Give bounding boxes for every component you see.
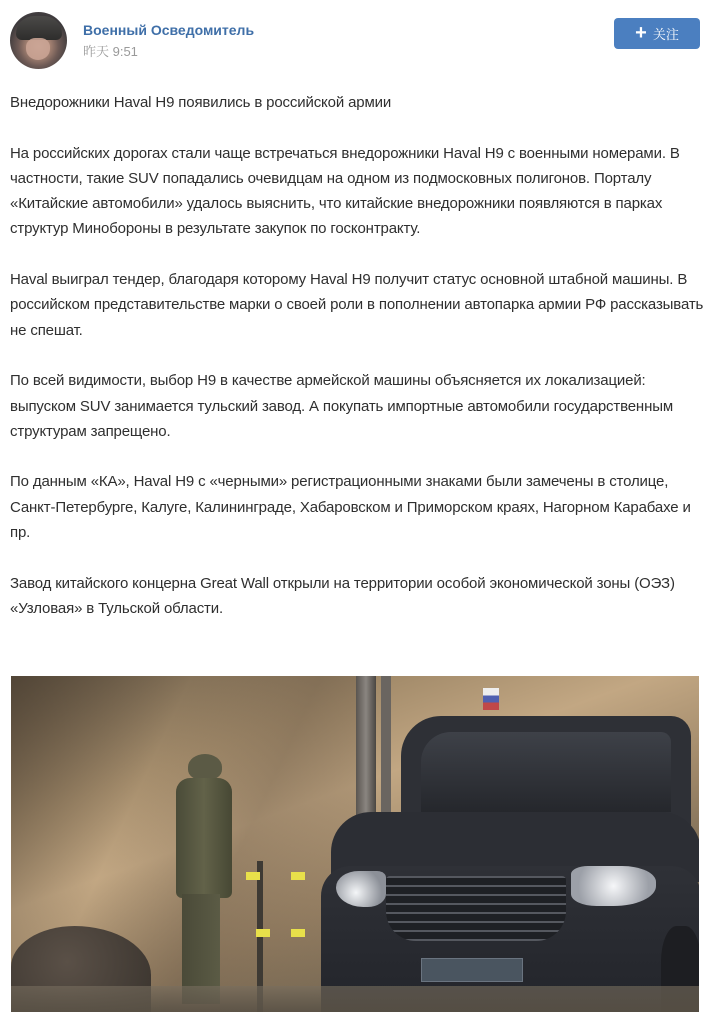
- suv-headlight-left: [336, 871, 386, 907]
- russian-flag-icon: [483, 688, 499, 710]
- barrier-marker: [291, 872, 305, 880]
- post-paragraph: Haval выиграл тендер, благодаря которому Haval H9 получит статус основной штабной машины. В российском представительстве марки о своей роли в пополнении автопарка армии РФ рассказывать не спешат.: [10, 271, 704, 339]
- follow-button-label: 关注: [652, 27, 679, 42]
- suv-grille: [386, 876, 566, 941]
- barrier-marker: [291, 929, 305, 937]
- post-paragraph: Завод китайского концерна Great Wall открыли на территории особой экономической зоны (ОЭЗ) «Узловая» в Тульской области.: [10, 574, 675, 617]
- soldier-torso: [176, 778, 232, 898]
- post-image[interactable]: [11, 676, 699, 1012]
- post-header: [0, 0, 724, 80]
- post-paragraph: По всей видимости, выбор H9 в качестве армейской машины объясняется их локализацией: выпуском SUV занимается тульский завод. А покупать импортные автомобили государственным структурам запрещено.: [10, 372, 673, 440]
- avatar-face-shape: [26, 38, 50, 60]
- avatar-helmet-shape: [16, 16, 62, 40]
- soldier-helmet: [188, 754, 222, 780]
- author-avatar[interactable]: [10, 12, 67, 69]
- barrier-marker: [256, 929, 270, 937]
- suv-headlight-right: [571, 866, 656, 906]
- post-timestamp: 昨天 9:51: [83, 44, 138, 59]
- plus-icon: +: [635, 21, 647, 44]
- ground-shading: [11, 986, 699, 1012]
- barrier-marker: [246, 872, 260, 880]
- follow-button[interactable]: [614, 18, 700, 49]
- post-paragraph: На российских дорогах стали чаще встречаться внедорожники Haval H9 с военными номерами. В частности, такие SUV попадались очевидцам на одном из подмосковных полигонов. Порталу «Китайские автомобили» удалось выяснить, что китайские внедорожники появляются в парках структур Минобороны в результате закупок по госконтракту.: [10, 144, 680, 238]
- post-body: [10, 90, 714, 647]
- suv-vehicle: [311, 716, 699, 1012]
- post-title: Внедорожники Haval H9 появились в российской армии: [10, 94, 392, 111]
- suv-windshield: [421, 732, 671, 812]
- post-paragraph: По данным «КА», Haval H9 с «черными» регистрационными знаками были замечены в столице, Санкт-Петербурге, Калуге, Калининграде, Хабаровском и Приморском краях, Нагорном Карабахе и пр.: [10, 473, 691, 542]
- soldier-figure: [176, 754, 236, 1004]
- suv-license-plate: [421, 958, 523, 982]
- author-name-link[interactable]: Военный Осведомитель: [83, 22, 255, 38]
